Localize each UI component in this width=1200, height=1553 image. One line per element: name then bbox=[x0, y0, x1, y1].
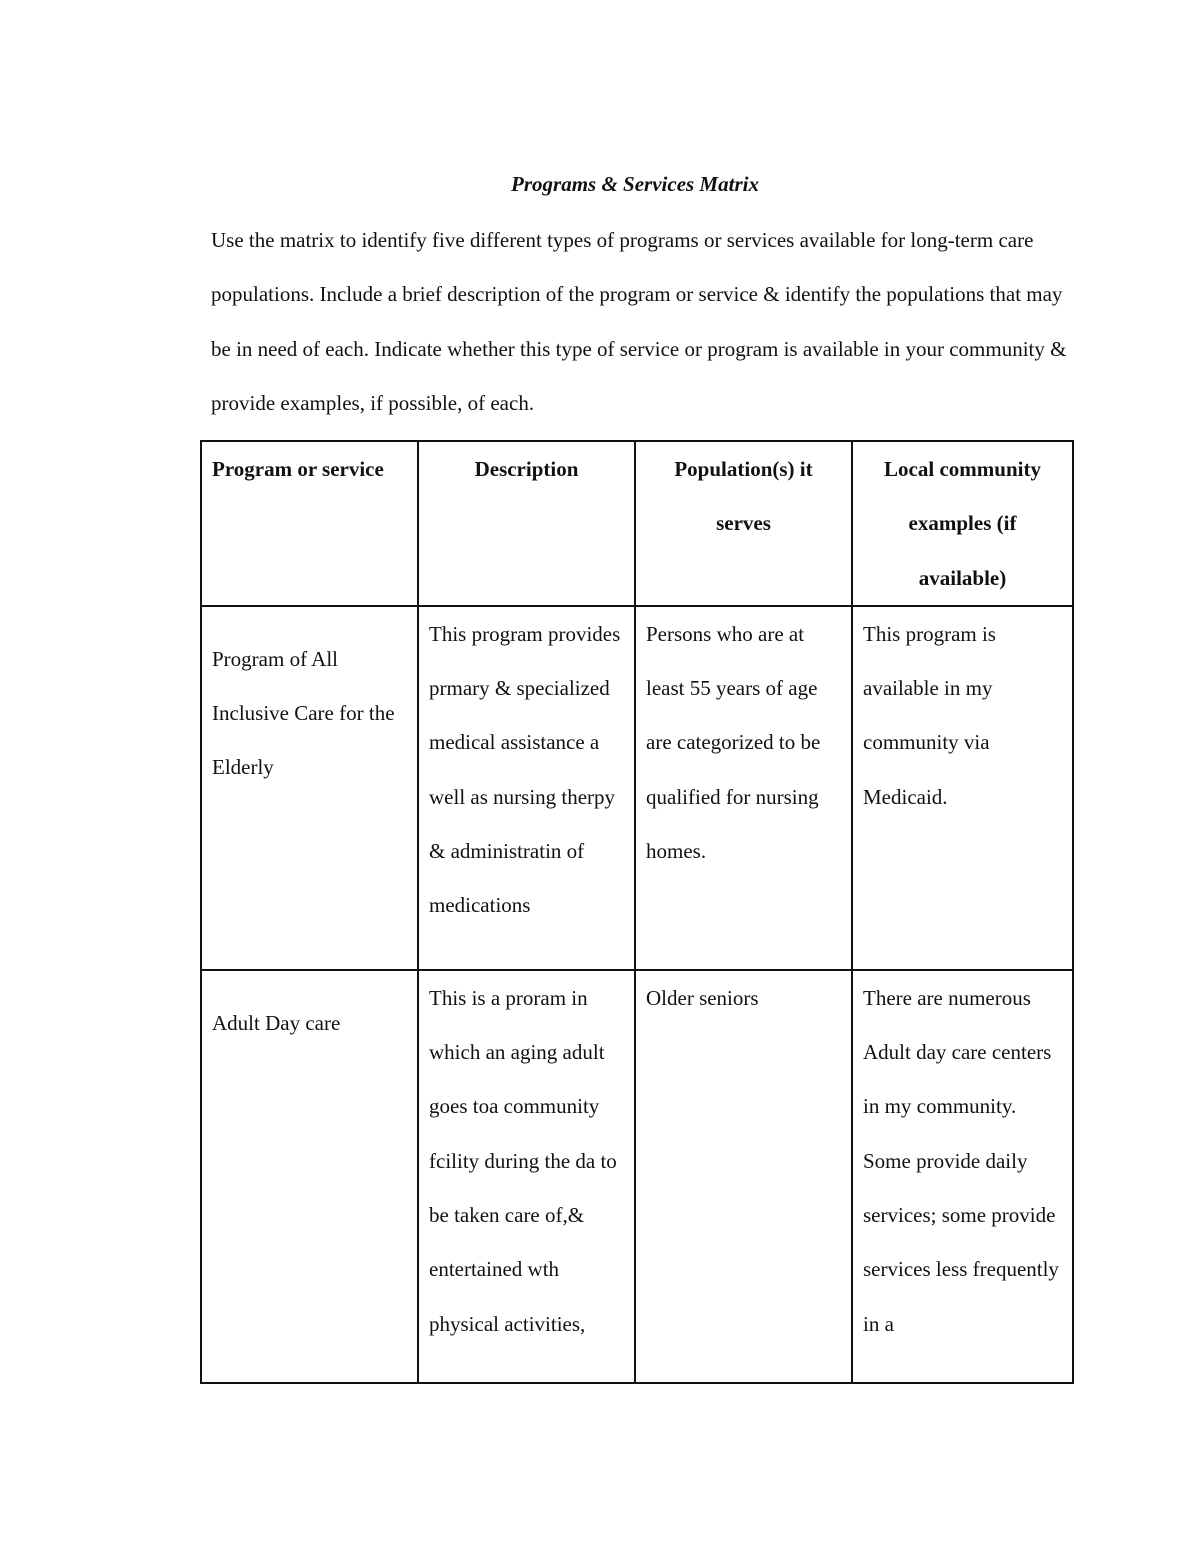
cell-program bbox=[201, 606, 418, 970]
table-row bbox=[201, 970, 1073, 1383]
page-title: Programs & Services Matrix bbox=[511, 172, 759, 196]
cell-population bbox=[635, 606, 852, 970]
cell-population-text: Persons who are at least 55 years of age are categorized to be qualified for nursing homes. bbox=[646, 621, 821, 864]
instructions-paragraph: Use the matrix to identify five different types of programs or services available for long-term care populations. Include a brief description of the program or service & identify the populations that may be in need of each. Indicate whether this type of service or program is available in your community & provide examples, if possible, of each. bbox=[211, 228, 1067, 415]
cell-description bbox=[418, 970, 635, 1383]
cell-local-examples-text: There are numerous Adult day care centers in my community. Some provide daily services; some provide services less frequently in a bbox=[863, 985, 1059, 1336]
cell-description-text: This is a proram in which an aging adult goes toa community fcility during the da to be taken care of,& entertained wth physical activities, bbox=[429, 985, 617, 1336]
cell-local-examples bbox=[852, 606, 1073, 970]
cell-program-text: Adult Day care bbox=[212, 1010, 341, 1035]
cell-population-text: Older seniors bbox=[646, 985, 759, 1010]
table-row bbox=[201, 606, 1073, 970]
header-description: Description bbox=[418, 441, 635, 606]
cell-population bbox=[635, 970, 852, 1383]
header-local-examples: Local community examples (if available) bbox=[852, 441, 1073, 606]
cell-description-text: This program provides prmary & specialized medical assistance a well as nursing therpy & administratin of medications bbox=[429, 621, 621, 918]
cell-local-examples bbox=[852, 970, 1073, 1383]
header-program-or-service: Program or service bbox=[201, 441, 418, 606]
table-header-row bbox=[201, 441, 1073, 606]
programs-services-matrix bbox=[200, 440, 1074, 1384]
cell-local-examples-text: This program is available in my community via Medicaid. bbox=[863, 621, 996, 809]
cell-description bbox=[418, 606, 635, 970]
cell-program-text: Program of All Inclusive Care for the Elderly bbox=[212, 646, 395, 780]
cell-program bbox=[201, 970, 418, 1383]
header-populations: Population(s) it serves bbox=[635, 441, 852, 606]
